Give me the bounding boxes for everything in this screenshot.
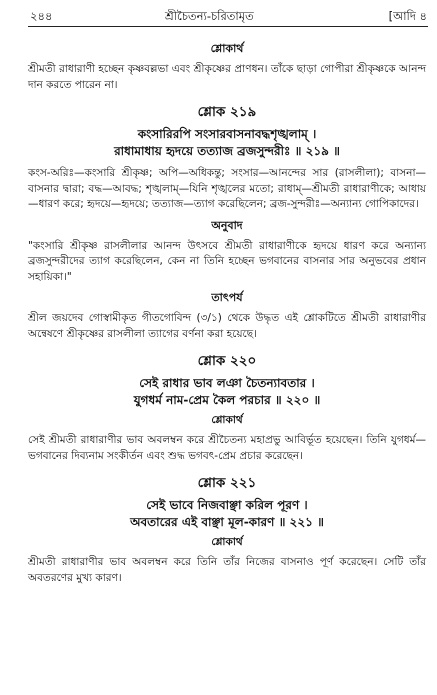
meaning-text: শ্রীমতী রাধারাণী হচ্ছেন কৃষ্ণবল্লভা এবং শ্রীকৃষ্ণের প্রাণধন। তাঁকে ছাড়া গোপীরা শ্রীকৃষ্ণকে আনন্দ দান করতে পারেন না। — [28, 63, 426, 91]
page-number: ২৪৪ — [30, 9, 53, 23]
verse-221-line-1: সেই ভাবে নিজবাঞ্ছা করিল পূরণ । — [146, 498, 308, 512]
meaning-220: সেই শ্রীমতী রাধারাণীর ভাব অবলম্বন করে শ্রীচৈতন্য মহাপ্রভু আবির্ভূত হয়েছেন। তিনি যুগধর্ম—ভগবানের দিব্যনাম সংকীর্তন এবং শুদ্ধ ভগবৎ-প্রেম প্রচার করেছেন। — [28, 434, 426, 462]
word-meaning-219: কংস-অরিঃ—কংসারি শ্রীকৃষ্ণ; অপি—অধিকন্তু; সংসার—আনন্দের সার (রাসলীলা); বাসনা—বাসনার দ্বারা; বদ্ধ—আবদ্ধ; শৃঙ্খলাম্—যিনি শৃঙ্খলের মতো; রাধাম্—শ্রীমতী রাধারাণীকে; আধায়—ধারণ করে; হৃদয়ে—হৃদয়ে; তত্যাজ—ত্যাগ করেছিলেন; ব্রজ-সুন্দরীঃ—অন্যান্য গোপিকাদের। — [28, 167, 426, 210]
section-label-meaning-220: শ্লোকার্থ — [211, 414, 243, 426]
verse-220-line-2: যুগধর্ম নাম-প্রেম কৈল পরচার ॥ ২২০ ॥ — [133, 393, 321, 407]
section-label-translation: অনুবাদ — [211, 218, 243, 232]
header-rule — [28, 26, 428, 27]
sloka-title-220: শ্লোক ২২০ — [197, 353, 257, 369]
running-title: শ্রীচৈতন্য-চরিতামৃত — [165, 9, 254, 23]
page-header — [0, 6, 437, 24]
sloka-title-219: শ্লোক ২১৯ — [197, 104, 257, 120]
section-label-meaning-221: শ্লোকার্থ — [211, 536, 243, 548]
verse-220-line-1: সেই রাধার ভাব লঞা চৈতন্যাবতার । — [139, 376, 315, 390]
section-label-meaning: শ্লোকার্থ — [210, 42, 244, 55]
sloka-title-221: শ্লোক ২২১ — [197, 475, 257, 491]
page-body — [28, 36, 426, 586]
verse-219-line-2: রাধামাধায় হৃদয়ে তত্যাজ ব্রজসুন্দরীঃ ॥ ২১৯ ॥ — [114, 144, 340, 158]
verse-219-line-1: কংসারিরপি সংসারবাসনাবদ্ধশৃঙ্খলাম্ । — [137, 127, 317, 141]
purport-219: শ্রীল জয়দেব গোস্বামীকৃত গীতগোবিন্দ (৩/১) থেকে উদ্ধৃত এই শ্লোকটিতে শ্রীমতী রাধারাণীর অন্বেষণে শ্রীকৃষ্ণের রাসলীলা ত্যাগের বর্ণনা করা হয়েছে। — [28, 312, 426, 340]
meaning-221: শ্রীমতী রাধারাণীর ভাব অবলম্বন করে তিনি তাঁর নিজের বাসনাও পূর্ণ করেছেন। সেটি তাঁর অবতরণের মুখ্য কারণ। — [28, 556, 426, 584]
section-label-purport: তাৎপর্য — [211, 291, 243, 304]
verse-221-line-2: অবতারের এই বাঞ্ছা মূল-কারণ ॥ ২২১ ॥ — [130, 515, 324, 529]
chapter-marker: [আদি ৪ — [388, 9, 427, 23]
translation-219: "কংসারি শ্রীকৃষ্ণ রাসলীলার আনন্দ উৎসবে শ্রীমতী রাধারাণীকে হৃদয়ে ধারণ করে অন্যান্য ব্রজসুন্দরীদের ত্যাগ করেছিলেন, কেন না তিনি হচ্ছেন ভগবানের বাসনার সার অনুভবের প্রধান সহায়িকা।" — [28, 239, 426, 283]
